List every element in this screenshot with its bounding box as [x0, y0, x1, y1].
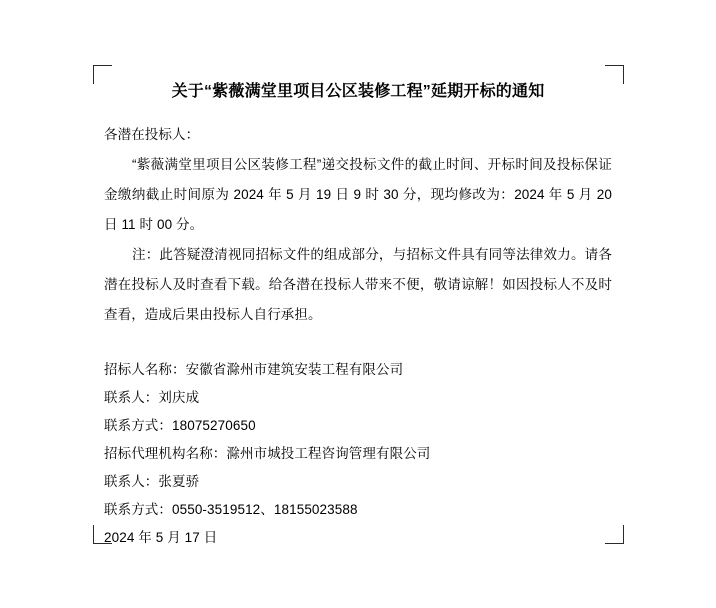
notice-paragraph-legal-note: 注：此答疑澄清视同招标文件的组成部分，与招标文件具有同等法律效力。请各潜在投标人及时查看下载。给各潜在投标人带来不便，敬请谅解！如因投标人不及时查看，造成后果由投标人自行承担。 [104, 247, 612, 322]
signature-block [104, 356, 612, 552]
notice-paragraph-schedule-change: “紫薇满堂里项目公区装修工程”递交投标文件的截止时间、开标时间及投标保证金缴纳截止时间原为 2024 年 5 月 19 日 9 时 30 分，现均修改为：2024 年 5 月 20 日 11 时 00 分。 [104, 157, 612, 232]
document-body [104, 78, 612, 552]
tenderer-contact-person-line: 联系人：刘庆成 [104, 390, 200, 405]
salutation-line: 各潜在投标人： [104, 127, 200, 142]
signature-spacer [104, 330, 612, 356]
document-title: 关于“紫薇满堂里项目公区装修工程”延期开标的通知 [171, 83, 545, 100]
agency-contact-phone-line: 联系方式：0550-3519512、18155023588 [104, 502, 358, 517]
agency-contact-person-line: 联系人：张夏骄 [104, 474, 200, 489]
issue-date-line: 2024 年 5 月 17 日 [104, 530, 218, 545]
agency-name-line: 招标代理机构名称：滁州市城投工程咨询管理有限公司 [104, 446, 431, 461]
tenderer-name-line: 招标人名称：安徽省滁州市建筑安装工程有限公司 [104, 362, 404, 377]
tenderer-contact-phone-line: 联系方式：18075270650 [104, 418, 256, 433]
